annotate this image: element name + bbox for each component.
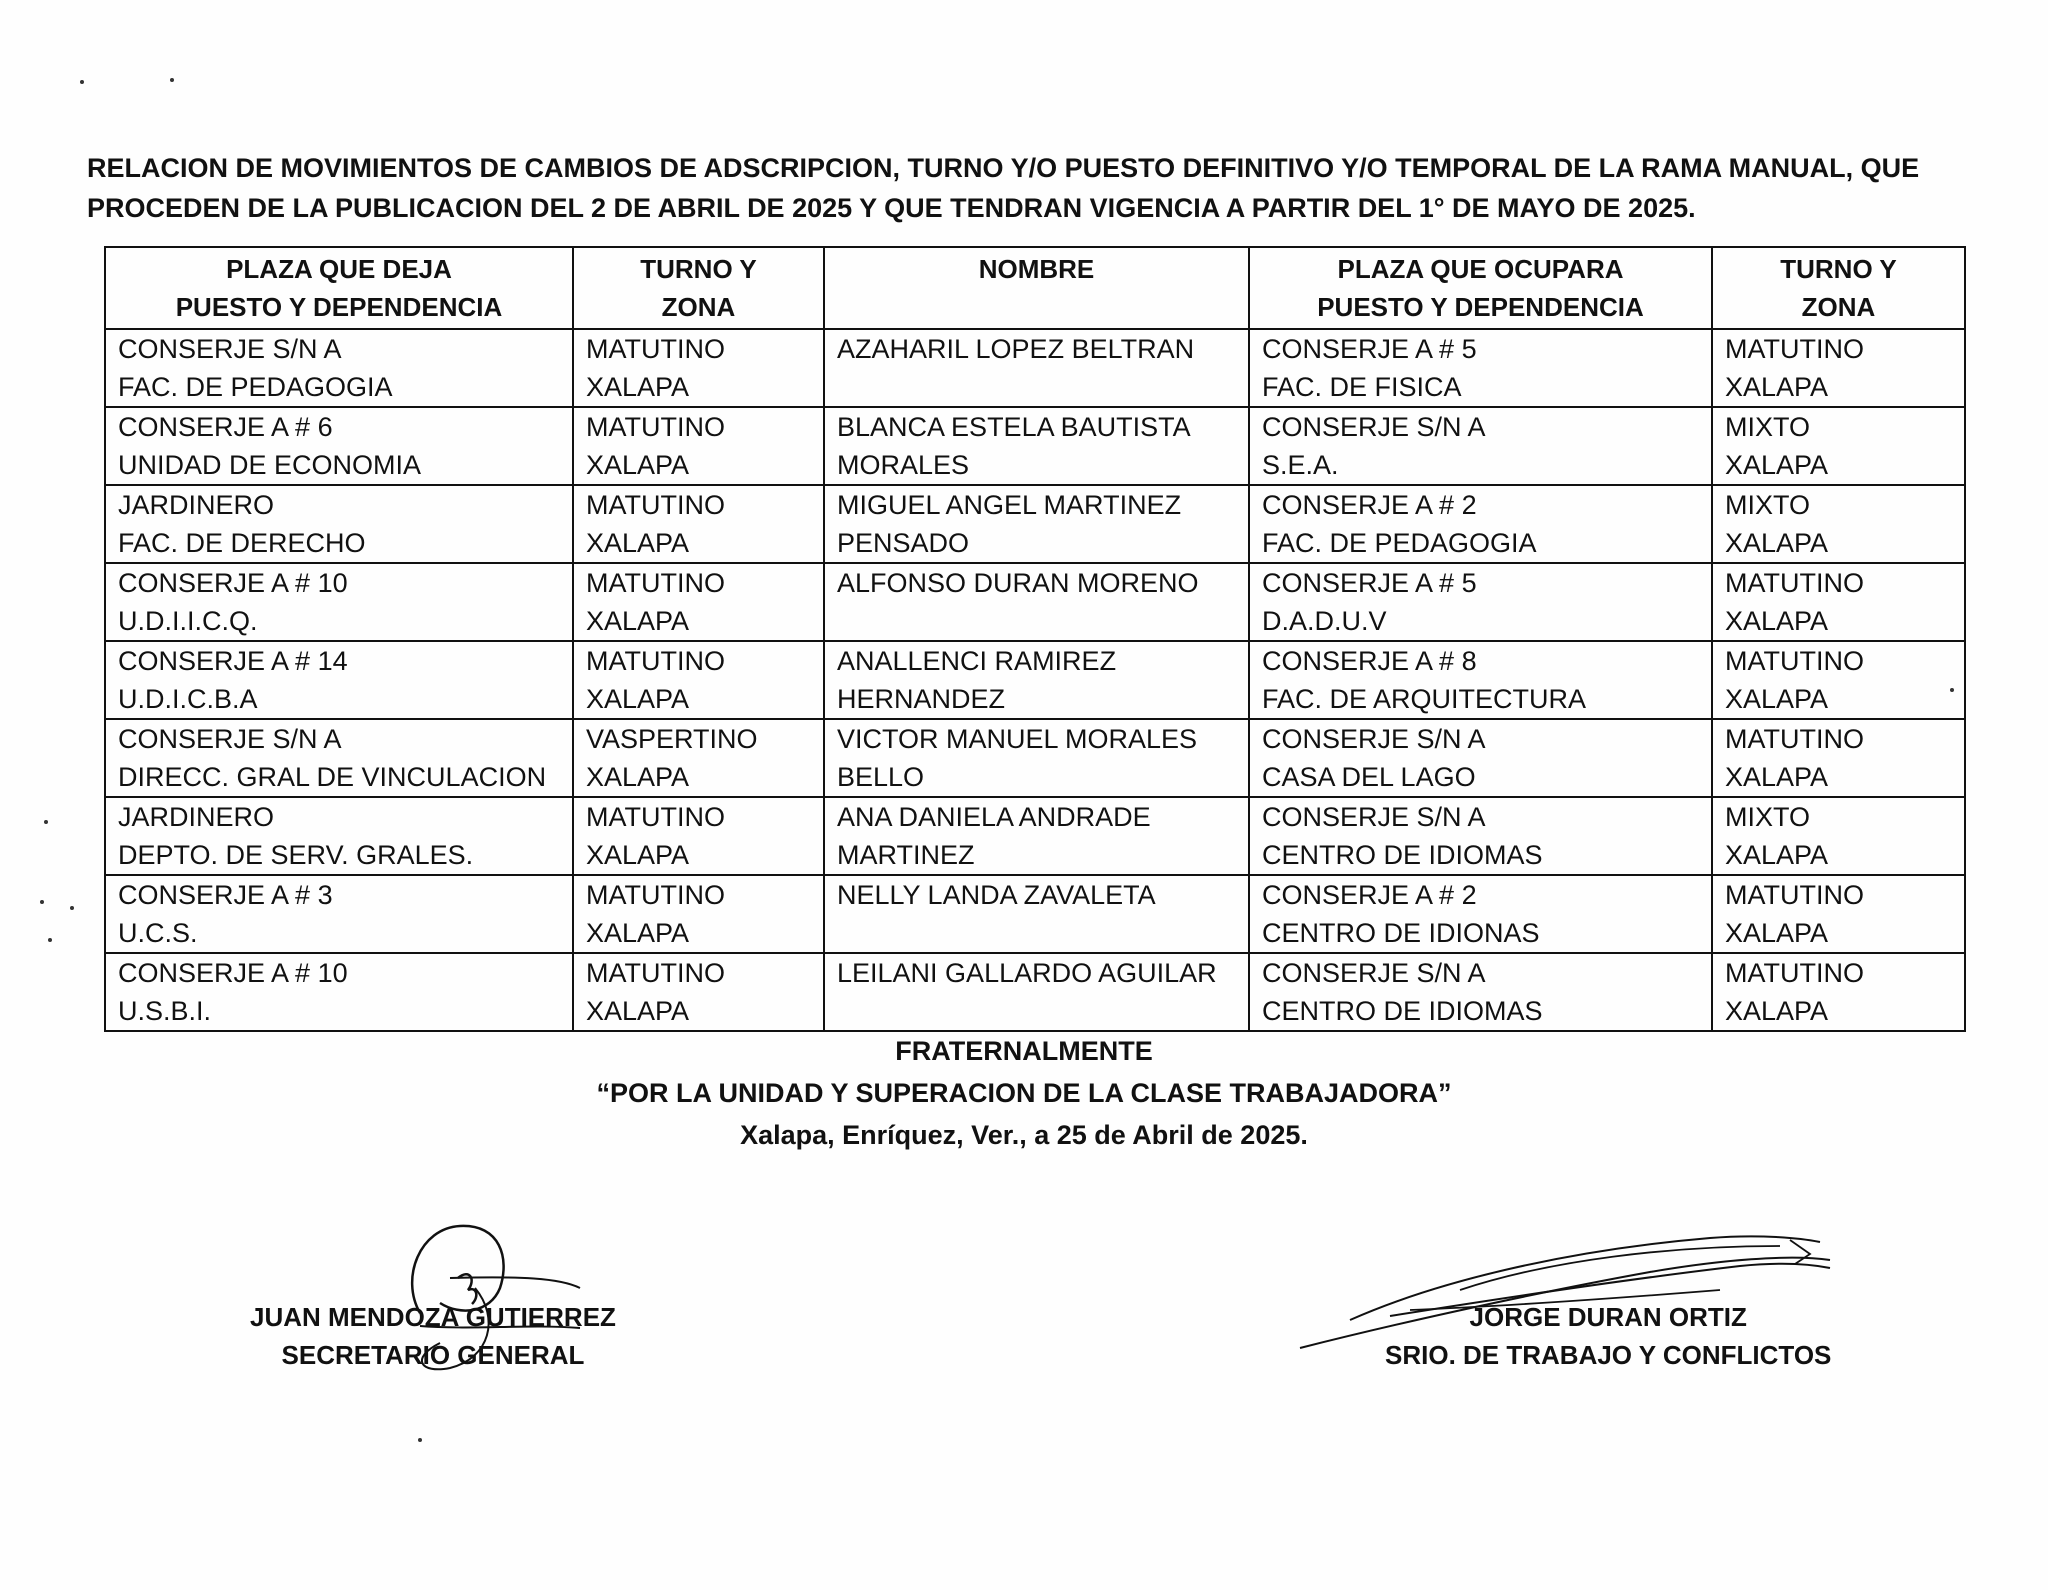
table-row bbox=[105, 407, 1965, 485]
cell-line: MIGUEL ANGEL MARTINEZ bbox=[837, 490, 1182, 520]
cell-plaza-que-ocupara bbox=[1249, 719, 1712, 797]
table-row bbox=[105, 485, 1965, 563]
cell-nombre bbox=[824, 329, 1249, 407]
table-row bbox=[105, 719, 1965, 797]
title-line-2: PROCEDEN DE LA PUBLICACION DEL 2 DE ABRIL DE 2025 Y QUE TENDRAN VIGENCIA A PARTIR DEL 1° DE MAYO DE 2025. bbox=[87, 193, 1696, 223]
cell-plaza-que-deja bbox=[105, 641, 573, 719]
cell-line: VICTOR MANUEL MORALES bbox=[837, 724, 1198, 754]
cell-line: MATUTINO bbox=[1725, 646, 1864, 676]
cell-line: CONSERJE A # 2 bbox=[1262, 490, 1477, 520]
cell-line: MATUTINO bbox=[586, 958, 725, 988]
cell-line: CONSERJE A # 5 bbox=[1262, 334, 1477, 364]
cell-line: FAC. DE PEDAGOGIA bbox=[1262, 528, 1537, 558]
cell-turno-zona-destino bbox=[1712, 641, 1965, 719]
column-header-turno-zona-destino bbox=[1712, 247, 1965, 329]
cell-line: MATUTINO bbox=[586, 646, 725, 676]
cell-line: MATUTINO bbox=[586, 802, 725, 832]
cell-line: NELLY LANDA ZAVALETA bbox=[837, 880, 1156, 910]
cell-line: BLANCA ESTELA BAUTISTA bbox=[837, 412, 1191, 442]
cell-line: XALAPA bbox=[1725, 606, 1829, 636]
cell-line: XALAPA bbox=[1725, 996, 1829, 1026]
cell-line: MATUTINO bbox=[586, 880, 725, 910]
cell-line: ANALLENCI RAMIREZ bbox=[837, 646, 1117, 676]
cell-line: MORALES bbox=[837, 450, 970, 480]
cell-nombre bbox=[824, 407, 1249, 485]
cell-line: FAC. DE FISICA bbox=[1262, 372, 1462, 402]
cell-line: VASPERTINO bbox=[586, 724, 758, 754]
cell-line: CONSERJE A # 14 bbox=[118, 646, 348, 676]
cell-line: MATUTINO bbox=[1725, 880, 1864, 910]
cell-line: XALAPA bbox=[586, 372, 690, 402]
cell-line: U.C.S. bbox=[118, 918, 198, 948]
table-row bbox=[105, 329, 1965, 407]
cell-line: LEILANI GALLARDO AGUILAR bbox=[837, 958, 1217, 988]
cell-line: MATUTINO bbox=[1725, 724, 1864, 754]
cell-line bbox=[837, 992, 1248, 1030]
cell-nombre bbox=[824, 641, 1249, 719]
cell-line: XALAPA bbox=[1725, 762, 1829, 792]
cell-line: HERNANDEZ bbox=[837, 684, 1006, 714]
cell-line: ALFONSO DURAN MORENO bbox=[837, 568, 1199, 598]
cell-line: MIXTO bbox=[1725, 802, 1811, 832]
cell-line: JARDINERO bbox=[118, 490, 275, 520]
cell-turno-zona-origen bbox=[573, 797, 824, 875]
cell-line: CONSERJE A # 2 bbox=[1262, 880, 1477, 910]
cell-line: CONSERJE A # 6 bbox=[118, 412, 333, 442]
header-line: ZONA bbox=[661, 292, 736, 322]
cell-line bbox=[837, 368, 1248, 406]
cell-plaza-que-deja bbox=[105, 953, 573, 1031]
cell-line: XALAPA bbox=[586, 840, 690, 870]
cell-turno-zona-origen bbox=[573, 719, 824, 797]
cell-plaza-que-ocupara bbox=[1249, 641, 1712, 719]
cell-line: CENTRO DE IDIONAS bbox=[1262, 918, 1540, 948]
cell-line: MATUTINO bbox=[1725, 958, 1864, 988]
closing-place-date: Xalapa, Enríquez, Ver., a 25 de Abril de 2025. bbox=[740, 1120, 1308, 1150]
cell-line: ANA DANIELA ANDRADE bbox=[837, 802, 1151, 832]
cell-turno-zona-destino bbox=[1712, 329, 1965, 407]
closing-salutation: FRATERNALMENTE bbox=[895, 1036, 1153, 1066]
table-row bbox=[105, 797, 1965, 875]
cell-line: UNIDAD DE ECONOMIA bbox=[118, 450, 422, 480]
cell-nombre bbox=[824, 485, 1249, 563]
cell-turno-zona-destino bbox=[1712, 407, 1965, 485]
cell-line bbox=[837, 914, 1248, 952]
cell-nombre bbox=[824, 719, 1249, 797]
cell-line: XALAPA bbox=[1725, 918, 1829, 948]
cell-line: JARDINERO bbox=[118, 802, 275, 832]
column-header-plaza-que-deja bbox=[105, 247, 573, 329]
cell-line: XALAPA bbox=[586, 450, 690, 480]
table-row bbox=[105, 563, 1965, 641]
cell-line: FAC. DE ARQUITECTURA bbox=[1262, 684, 1587, 714]
column-header-plaza-que-ocupara bbox=[1249, 247, 1712, 329]
cell-line: PENSADO bbox=[837, 528, 970, 558]
cell-line: MATUTINO bbox=[1725, 334, 1864, 364]
header-line: PUESTO Y DEPENDENCIA bbox=[175, 292, 503, 322]
cell-plaza-que-ocupara bbox=[1249, 797, 1712, 875]
cell-plaza-que-deja bbox=[105, 797, 573, 875]
header-line: ZONA bbox=[1801, 292, 1876, 322]
cell-plaza-que-ocupara bbox=[1249, 485, 1712, 563]
table-row bbox=[105, 641, 1965, 719]
cell-line: XALAPA bbox=[1725, 372, 1829, 402]
cell-nombre bbox=[824, 875, 1249, 953]
left-signatory-name: JUAN MENDOZA GUTIERREZ bbox=[250, 1302, 616, 1332]
cell-turno-zona-origen bbox=[573, 329, 824, 407]
right-signatory bbox=[1385, 1298, 1831, 1374]
header-line: PLAZA QUE DEJA bbox=[226, 254, 452, 284]
right-signatory-name: JORGE DURAN ORTIZ bbox=[1469, 1302, 1747, 1332]
table-body bbox=[105, 329, 1965, 1031]
cell-plaza-que-deja bbox=[105, 407, 573, 485]
header-line: PLAZA QUE OCUPARA bbox=[1337, 254, 1624, 284]
cell-nombre bbox=[824, 953, 1249, 1031]
cell-line: U.S.B.I. bbox=[118, 996, 212, 1026]
cell-line bbox=[837, 602, 1248, 640]
cell-turno-zona-origen bbox=[573, 953, 824, 1031]
table-row bbox=[105, 953, 1965, 1031]
header-line: TURNO Y bbox=[1780, 254, 1897, 284]
cell-plaza-que-ocupara bbox=[1249, 953, 1712, 1031]
cell-plaza-que-ocupara bbox=[1249, 875, 1712, 953]
cell-line: CONSERJE S/N A bbox=[118, 334, 342, 364]
header-line: PUESTO Y DEPENDENCIA bbox=[1317, 292, 1644, 322]
table-header-row bbox=[105, 247, 1965, 329]
cell-line: CONSERJE S/N A bbox=[1262, 724, 1486, 754]
document-title bbox=[87, 148, 1987, 228]
left-signatory bbox=[250, 1298, 616, 1374]
cell-line: XALAPA bbox=[586, 684, 690, 714]
cell-plaza-que-ocupara bbox=[1249, 329, 1712, 407]
cell-line: CONSERJE S/N A bbox=[1262, 412, 1486, 442]
header-line bbox=[825, 288, 1248, 326]
cell-turno-zona-origen bbox=[573, 563, 824, 641]
cell-nombre bbox=[824, 563, 1249, 641]
cell-turno-zona-destino bbox=[1712, 563, 1965, 641]
cell-line: CONSERJE A # 10 bbox=[118, 568, 348, 598]
cell-line: CENTRO DE IDIOMAS bbox=[1262, 840, 1543, 870]
cell-line: CONSERJE S/N A bbox=[1262, 958, 1486, 988]
cell-line: MATUTINO bbox=[1725, 568, 1864, 598]
cell-line: XALAPA bbox=[1725, 840, 1829, 870]
cell-line: DEPTO. DE SERV. GRALES. bbox=[118, 840, 474, 870]
cell-plaza-que-deja bbox=[105, 563, 573, 641]
column-header-turno-zona-origen bbox=[573, 247, 824, 329]
cell-line: XALAPA bbox=[1725, 528, 1829, 558]
cell-plaza-que-ocupara bbox=[1249, 563, 1712, 641]
cell-line: MATUTINO bbox=[586, 568, 725, 598]
cell-turno-zona-origen bbox=[573, 407, 824, 485]
cell-line: BELLO bbox=[837, 762, 925, 792]
cell-line: AZAHARIL LOPEZ BELTRAN bbox=[837, 334, 1195, 364]
cell-line: XALAPA bbox=[586, 528, 690, 558]
cell-turno-zona-destino bbox=[1712, 719, 1965, 797]
cell-line: DIRECC. GRAL DE VINCULACION bbox=[118, 762, 547, 792]
closing-text bbox=[0, 1030, 2048, 1156]
cell-line: XALAPA bbox=[586, 918, 690, 948]
column-header-nombre bbox=[824, 247, 1249, 329]
cell-line: S.E.A. bbox=[1262, 450, 1339, 480]
cell-line: CONSERJE S/N A bbox=[1262, 802, 1486, 832]
cell-turno-zona-destino bbox=[1712, 953, 1965, 1031]
cell-turno-zona-destino bbox=[1712, 875, 1965, 953]
cell-line: U.D.I.I.C.Q. bbox=[118, 606, 258, 636]
cell-turno-zona-origen bbox=[573, 485, 824, 563]
header-line: TURNO Y bbox=[640, 254, 757, 284]
cell-line: XALAPA bbox=[586, 996, 690, 1026]
cell-line: CASA DEL LAGO bbox=[1262, 762, 1476, 792]
cell-turno-zona-destino bbox=[1712, 797, 1965, 875]
cell-turno-zona-destino bbox=[1712, 485, 1965, 563]
cell-plaza-que-deja bbox=[105, 875, 573, 953]
cell-line: MIXTO bbox=[1725, 490, 1811, 520]
cell-line: CONSERJE A # 5 bbox=[1262, 568, 1477, 598]
cell-line: MIXTO bbox=[1725, 412, 1811, 442]
cell-nombre bbox=[824, 797, 1249, 875]
title-line-1: RELACION DE MOVIMIENTOS DE CAMBIOS DE ADSCRIPCION, TURNO Y/O PUESTO DEFINITIVO Y/O TEMPORAL DE LA RAMA MANUAL, QUE bbox=[87, 153, 1920, 183]
closing-motto: “POR LA UNIDAD Y SUPERACION DE LA CLASE TRABAJADORA” bbox=[596, 1078, 1452, 1108]
cell-line: D.A.D.U.V bbox=[1262, 606, 1387, 636]
cell-line: XALAPA bbox=[586, 762, 690, 792]
cell-line: FAC. DE DERECHO bbox=[118, 528, 366, 558]
cell-plaza-que-ocupara bbox=[1249, 407, 1712, 485]
cell-plaza-que-deja bbox=[105, 329, 573, 407]
cell-line: XALAPA bbox=[1725, 684, 1829, 714]
left-signatory-role: SECRETARIO GENERAL bbox=[281, 1340, 585, 1370]
right-signatory-role: SRIO. DE TRABAJO Y CONFLICTOS bbox=[1385, 1340, 1832, 1370]
cell-line: U.D.I.C.B.A bbox=[118, 684, 258, 714]
cell-line: CONSERJE A # 3 bbox=[118, 880, 333, 910]
cell-turno-zona-origen bbox=[573, 641, 824, 719]
cell-plaza-que-deja bbox=[105, 719, 573, 797]
header-line: NOMBRE bbox=[978, 254, 1095, 284]
movements-table bbox=[104, 246, 1966, 1032]
cell-line: CONSERJE A # 10 bbox=[118, 958, 348, 988]
cell-line: MATUTINO bbox=[586, 490, 725, 520]
cell-line: MARTINEZ bbox=[837, 840, 975, 870]
cell-plaza-que-deja bbox=[105, 485, 573, 563]
cell-line: CENTRO DE IDIOMAS bbox=[1262, 996, 1543, 1026]
cell-turno-zona-origen bbox=[573, 875, 824, 953]
table-row bbox=[105, 875, 1965, 953]
cell-line: XALAPA bbox=[586, 606, 690, 636]
cell-line: CONSERJE S/N A bbox=[118, 724, 342, 754]
cell-line: FAC. DE PEDAGOGIA bbox=[118, 372, 393, 402]
cell-line: MATUTINO bbox=[586, 412, 725, 442]
cell-line: CONSERJE A # 8 bbox=[1262, 646, 1477, 676]
cell-line: MATUTINO bbox=[586, 334, 725, 364]
cell-line: XALAPA bbox=[1725, 450, 1829, 480]
